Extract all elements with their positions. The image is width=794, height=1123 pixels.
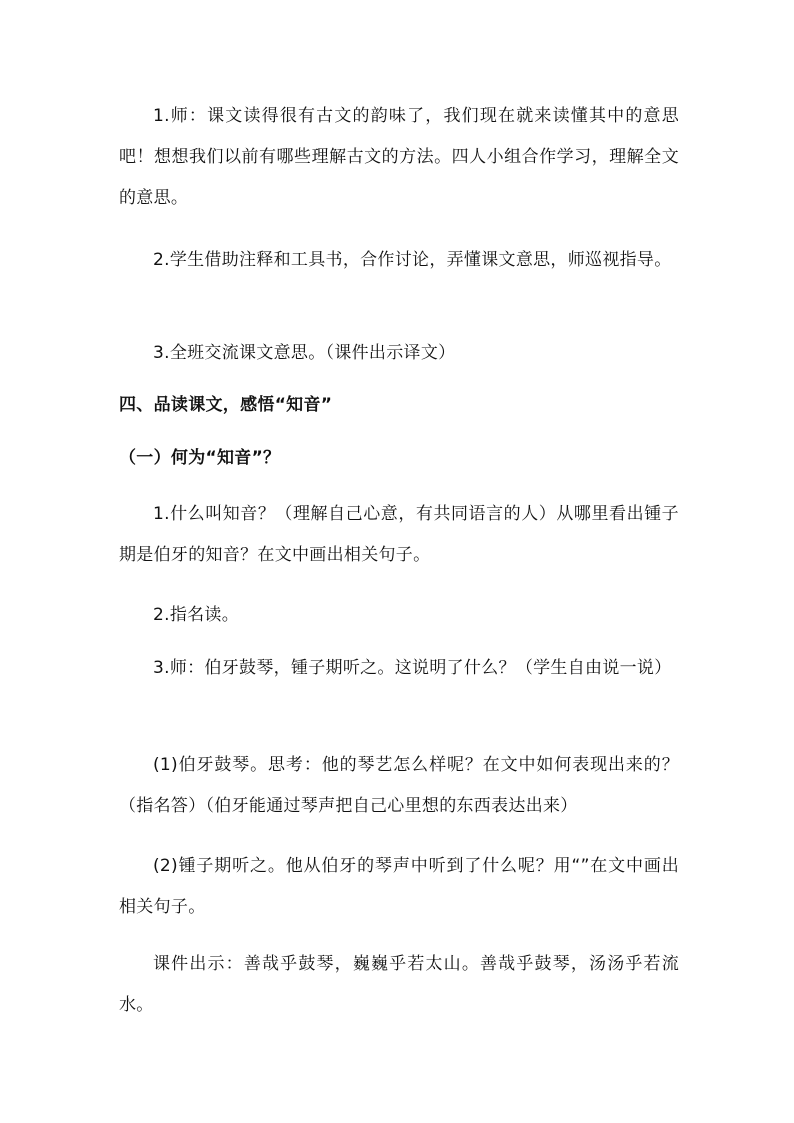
paragraph-3: 3.全班交流课文意思。（课件出示译文） [153,343,456,363]
paragraph-1: 1.师：课文读得很有古文的韵味了，我们现在就来读懂其中的意思吧！想想我们以前有哪些理解古文的方法。四人小组合作学习，理解全文的意思。 [119,106,679,208]
section-heading-4: 四、品读课文，感悟“知音” [119,395,333,415]
subsection-heading-1: （一）何为“知音”？ [119,448,281,468]
paragraph-2: 2.学生借助注释和工具书，合作讨论，弄懂课文意思，师巡视指导。 [153,250,672,270]
paragraph-4: 1.什么叫知音？（理解自己心意，有共同语言的人）从哪里看出锺子期是伯牙的知音？在文中画出相关句子。 [119,504,679,565]
paragraph-6: 3.师：伯牙鼓琴，锺子期听之。这说明了什么？（学生自由说一说） [153,658,672,678]
paragraph-8: (2)锺子期听之。他从伯牙的琴声中听到了什么呢？用“”在文中画出相关句子。 [119,856,679,917]
paragraph-9: 课件出示：善哉乎鼓琴，巍巍乎若太山。善哉乎鼓琴，汤汤乎若流水。 [119,954,679,1015]
paragraph-7: (1)伯牙鼓琴。思考：他的琴艺怎么样呢？在文中如何表现出来的？（指名答）（伯牙能通过琴声把自己心里想的东西表达出来） [119,755,679,816]
paragraph-5: 2.指名读。 [153,605,240,625]
